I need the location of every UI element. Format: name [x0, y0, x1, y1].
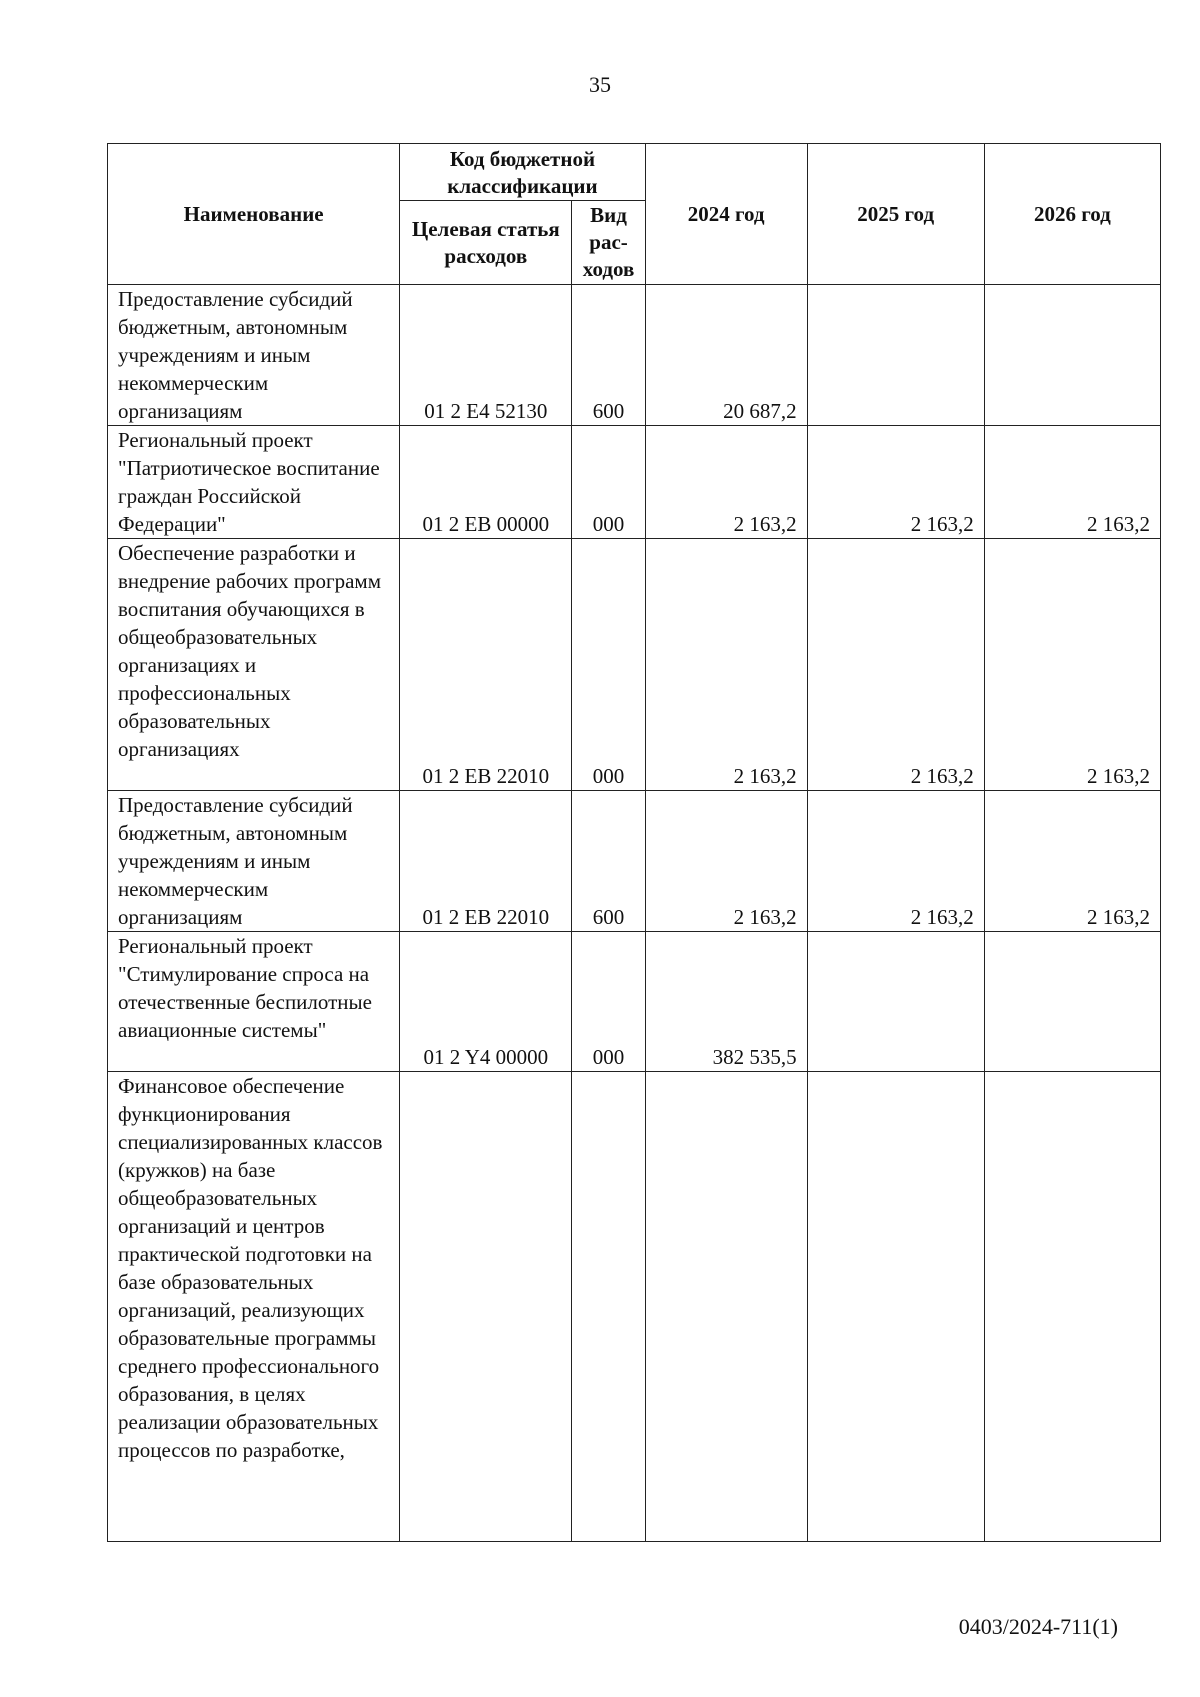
header-2024: 2024 год [645, 144, 807, 285]
row-2026: 2 163,2 [984, 426, 1160, 539]
row-expense-type: 000 [572, 539, 645, 791]
document-registration-number: 0403/2024-711(1) [958, 1614, 1118, 1639]
row-name: Обеспечение разработки и внедрение рабочих программ воспитания обучающихся в общеобразовательных организациях и профессиональных образовательных организациях [108, 539, 400, 791]
row-expense-type: 600 [572, 285, 645, 426]
row-2024: 2 163,2 [645, 539, 807, 791]
row-target-article: 01 2 Y4 00000 [400, 932, 572, 1072]
row-2024: 20 687,2 [645, 285, 807, 426]
row-2026 [984, 932, 1160, 1072]
table-row [108, 1072, 1161, 1542]
header-2026: 2026 год [984, 144, 1160, 285]
header-target-article: Целевая статья расходов [400, 201, 572, 285]
row-2024: 2 163,2 [645, 791, 807, 932]
row-2025: 2 163,2 [807, 426, 984, 539]
table-row [108, 932, 1161, 1072]
row-target-article [400, 1072, 572, 1542]
row-2025 [807, 285, 984, 426]
row-2026 [984, 1072, 1160, 1542]
table-row [108, 426, 1161, 539]
row-expense-type [572, 1072, 645, 1542]
row-expense-type: 600 [572, 791, 645, 932]
row-2025: 2 163,2 [807, 791, 984, 932]
row-2026: 2 163,2 [984, 539, 1160, 791]
header-code-group: Код бюджетной классификации [400, 144, 645, 201]
row-2025 [807, 1072, 984, 1542]
table-row [108, 539, 1161, 791]
row-name: Предоставление субсидий бюджетным, автономным учреждениям и иным некоммерческим организациям [108, 791, 400, 932]
row-name: Региональный проект "Патриотическое воспитание граждан Российской Федерации" [108, 426, 400, 539]
row-target-article: 01 2 Е4 52130 [400, 285, 572, 426]
table-row [108, 285, 1161, 426]
budget-table [107, 143, 1161, 1542]
page-number: 35 [589, 72, 611, 97]
row-name: Финансовое обеспечение функционирования специализированных классов (кружков) на базе общеобразовательных организаций и центров практической подготовки на базе образовательных организаций, реализующих образовательные программы среднего профессионального образования, в целях реализации образовательных процессов по разработке, [108, 1072, 400, 1542]
row-2026: 2 163,2 [984, 791, 1160, 932]
row-expense-type: 000 [572, 932, 645, 1072]
header-2025: 2025 год [807, 144, 984, 285]
table-row [108, 791, 1161, 932]
row-2025: 2 163,2 [807, 539, 984, 791]
row-2024: 382 535,5 [645, 932, 807, 1072]
row-target-article: 01 2 ЕВ 22010 [400, 791, 572, 932]
row-expense-type: 000 [572, 426, 645, 539]
header-expense-type: Вид рас-ходов [572, 201, 645, 285]
row-2024 [645, 1072, 807, 1542]
row-2025 [807, 932, 984, 1072]
row-target-article: 01 2 ЕВ 22010 [400, 539, 572, 791]
header-name: Наименование [108, 144, 400, 285]
row-name: Региональный проект "Стимулирование спроса на отечественные беспилотные авиационные системы" [108, 932, 400, 1072]
row-target-article: 01 2 ЕВ 00000 [400, 426, 572, 539]
row-name: Предоставление субсидий бюджетным, автономным учреждениям и иным некоммерческим организациям [108, 285, 400, 426]
row-2026 [984, 285, 1160, 426]
row-2024: 2 163,2 [645, 426, 807, 539]
